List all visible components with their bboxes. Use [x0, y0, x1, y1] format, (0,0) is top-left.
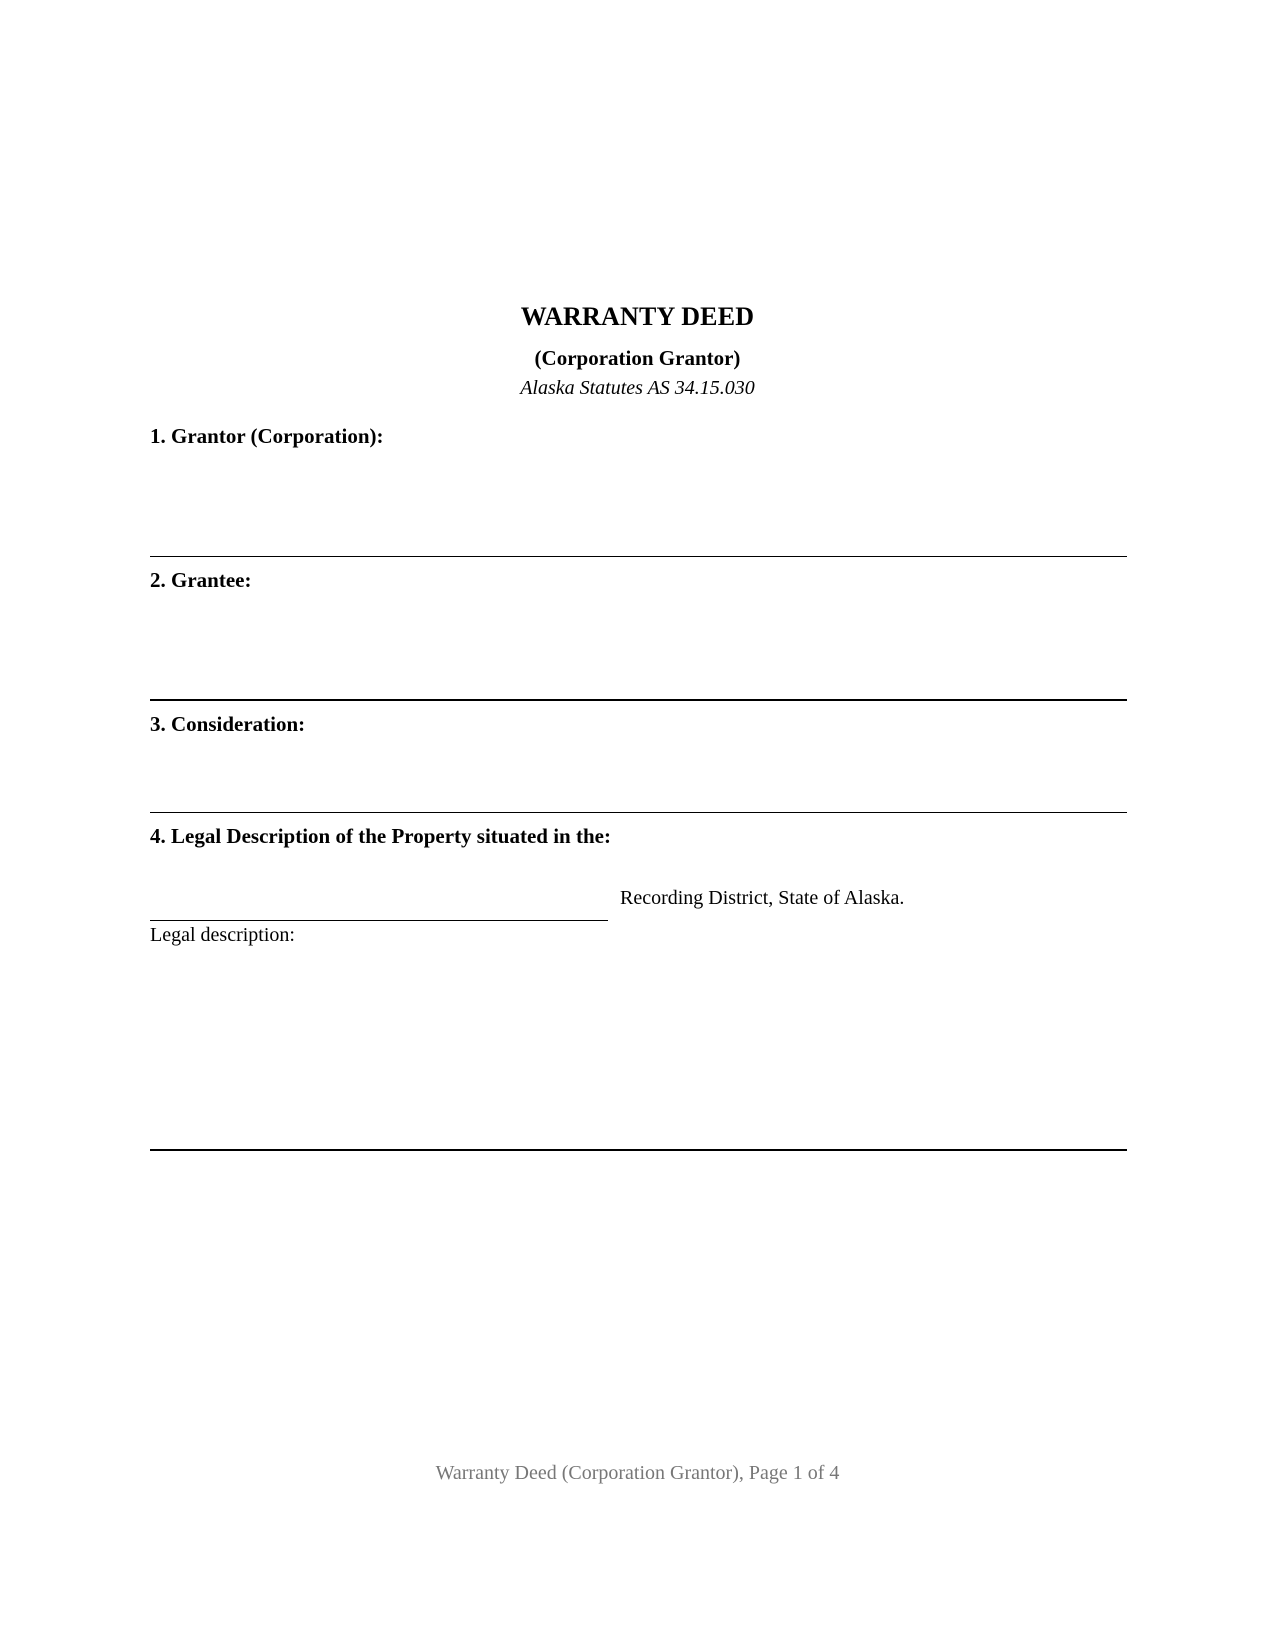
- legal-description-heading: 4. Legal Description of the Property situated in the:: [150, 824, 611, 848]
- consideration-heading: 3. Consideration:: [150, 712, 306, 736]
- legal-description-fill-line[interactable]: [150, 1149, 1127, 1151]
- document-title: WARRANTY DEED: [520, 302, 755, 331]
- legal-description-label: Legal description:: [150, 924, 295, 946]
- grantee-fill-line[interactable]: [150, 699, 1127, 701]
- statute-reference: Alaska Statutes AS 34.15.030: [520, 377, 755, 399]
- recording-district-fill-line[interactable]: [150, 920, 608, 921]
- grantor-fill-line[interactable]: [150, 556, 1127, 557]
- page-footer: Warranty Deed (Corporation Grantor), Page 1 of 4: [435, 1462, 840, 1484]
- grantee-heading: 2. Grantee:: [150, 568, 252, 592]
- document-subtitle: (Corporation Grantor): [534, 346, 741, 370]
- recording-district-suffix: Recording District, State of Alaska.: [620, 887, 905, 909]
- consideration-fill-line[interactable]: [150, 812, 1127, 813]
- grantor-heading: 1. Grantor (Corporation):: [150, 424, 384, 448]
